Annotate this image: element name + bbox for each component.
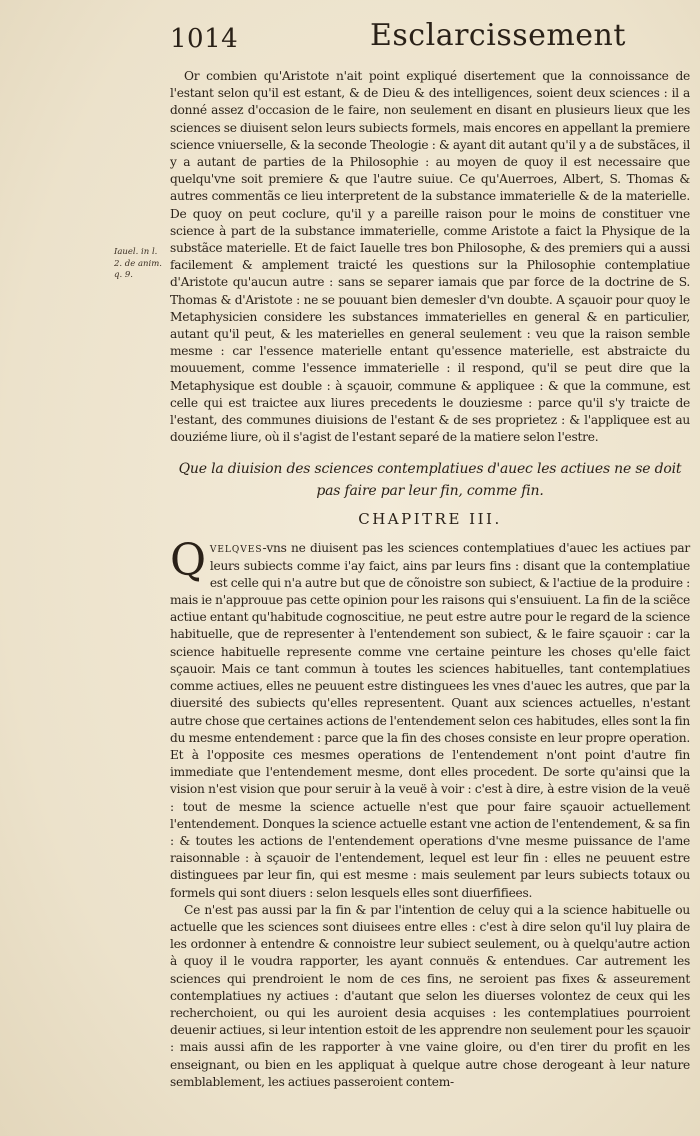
margin-note-line: Iauel. in l. xyxy=(114,247,158,257)
running-title: Esclarcissement xyxy=(370,18,626,53)
page-number: 1014 xyxy=(170,24,239,54)
paragraph-second: Ce n'est pas aussi par la fin & par l'intention de celuy qui a la science habituelle ou actuelle que les sciences sont diuisees entre elles : c'est à dire selon qu'il luy plaira de les ordonner à entendre & connoistre leur subiect seulement, ou à quelqu'autre action à quoy il le voudra rapporter, les ayant connuës & entendues. Car autrement les sciences qui prendroient le nom de ces fins, ne seroient pas fixes & asseurement contemplatiues ny actiues : d'autant que selon les diuerses volontez de ceux qui les recherchoient, ou qui les auroient desia acquises : les contemplatiues pourroient deuenir actiues, si leur intention estoit de les apprendre non seulement pour les sçauoir : mais aussi afin de les rapporter à vne vaine gloire, ou d'en tirer du profit en les enseignant, ou bien en les appliquat à quelque autre chose derogeant à leur nature semblablement, les actiues passeroient contem- xyxy=(170,902,690,1089)
margin-note-line: q. 9. xyxy=(114,270,133,280)
paragraph-chapter-start xyxy=(170,535,690,901)
paragraph-text: -vns ne diuisent pas les sciences contemplatiues d'auec les actiues par leurs subiects comme i'ay faict, ains par leurs fins : disant que la contemplatiue est celle qui n'a autre but que de cõnoistre son subiect, & l'actiue de la produire : mais ie n'approuue pas cette opinion pour les raisons qui s'ensuiuent. La fin de la sciẽce actiue entant qu'habitude cognoscitiue, ne peut estre autre pour le regard de la science habituelle, que de representer à l'entendement son subiect, & le faire sçauoir : car la science habituelle represente comme vne certaine peinture les choses qu'elle faict sçauoir. Mais ce tant commun à toutes les sciences habituelles, tant contemplatiues comme actiues, elles ne peuuent estre distinguees les vnes d'auec les autres, que par la diuersité des subiects qu'elles representent. Quant aux sciences actuelles, n'estant autre chose que certaines actions de l'entendement selon ces habitudes, elles sont la fin du mesme entendement : parce que la fin des choses consiste en leur propre operation. Et à l'opposite ces mesmes operations de l'entendement n'ont point d'autre fin immediate que l'entendement mesme, dont elles procedent. De sorte qu'ainsi que la vision n'est vision que pour seruir à la veuë à voir : c'est à dire, à estre vision de la veuë : tout de mesme la science actuelle n'est que pour faire sçauoir actuellement l'entendement. Donques la science actuelle estant vne action de l'entendement, & sa fin : & toutes les actions de l'entendement operations d'vne mesme puissance de l'ame raisonnable : à sçauoir de l'entendement, lequel est leur fin : elles ne peuuent estre distinguees par leur fin, qui est mesme : mais seulement par leurs subiects totaux ou formels qui sont diuers : selon lesquels elles sont diuerfifiees. xyxy=(170,541,690,900)
page-header xyxy=(170,18,690,62)
drop-cap: Q xyxy=(170,535,206,587)
section-title xyxy=(170,458,690,502)
page-body xyxy=(170,68,690,1091)
margin-note-line: 2. de anim. xyxy=(114,258,163,269)
margin-note xyxy=(114,247,170,282)
section-title-line: Que la diuision des sciences contemplatiues d'auec les actiues ne se doit xyxy=(178,461,682,478)
paragraph-opening: Or combien qu'Aristote n'ait point expliqué disertement que la connoissance de l'estant selon qu'il est estant, & de Dieu & des intelligences, soient deux sciences : il a donné assez d'occasion de le faire, non seulement en disant en plusieurs lieux que les sciences se diuisent selon leurs subiects formels, mais encores en appellant la premiere science vniuerselle, & la seconde Theologie : & ayant dit autant qu'il y a de substãces, il y a autant de parties de la Philosophie : au moyen de quoy il est necessaire que quelqu'vne soit premiere & que l'autre suiue. Ce qu'Auerroes, Albert, S. Thomas & autres commentãs ce lieu interpretent de la substance immaterielle & de la materielle. De quoy on peut coclure, qu'il y a pareille raison pour le moins de constituer vne science à part de la substance immaterielle, comme Aristote a faict la Physique de la substãce materielle. Et de faict Iauelle tres bon Philosophe, & des premiers qui a aussi facilement & amplement traicté les questions sur la Philosophie contemplatiue d'Aristote qu'aucun autre : sans se separer iamais que par force de la doctrine de S. Thomas & d'Aristote : ne se pouuant bien demesler d'vn doubte. A sçauoir pour quoy le Metaphysicien considere les substances immaterielles en general & en particulier, autant qu'il peut, & les materielles en general seulement : veu que la raison semble mesme : car l'essence materielle entant qu'essence materielle, est abstraicte du mouuement, comme l'essence immaterielle : il respond, qu'il se peut dire que la Metaphysique est double : à sçauoir, commune & appliquee : & que la commune, est celle qui est traictee aux liures precedents le douziesme : parce qu'il s'y traicte de l'estant, des communes diuisions de l'estant & de ses proprietez : & l'appliquee est au douziéme liure, où il s'agist de l'estant separé de la matiere selon l'estre. xyxy=(170,69,690,445)
chapter-heading: CHAPITRE III. xyxy=(358,510,502,529)
section-title-line: pas faire par leur fin, comme fin. xyxy=(316,483,544,500)
opening-smallcaps: velqves xyxy=(209,541,263,556)
